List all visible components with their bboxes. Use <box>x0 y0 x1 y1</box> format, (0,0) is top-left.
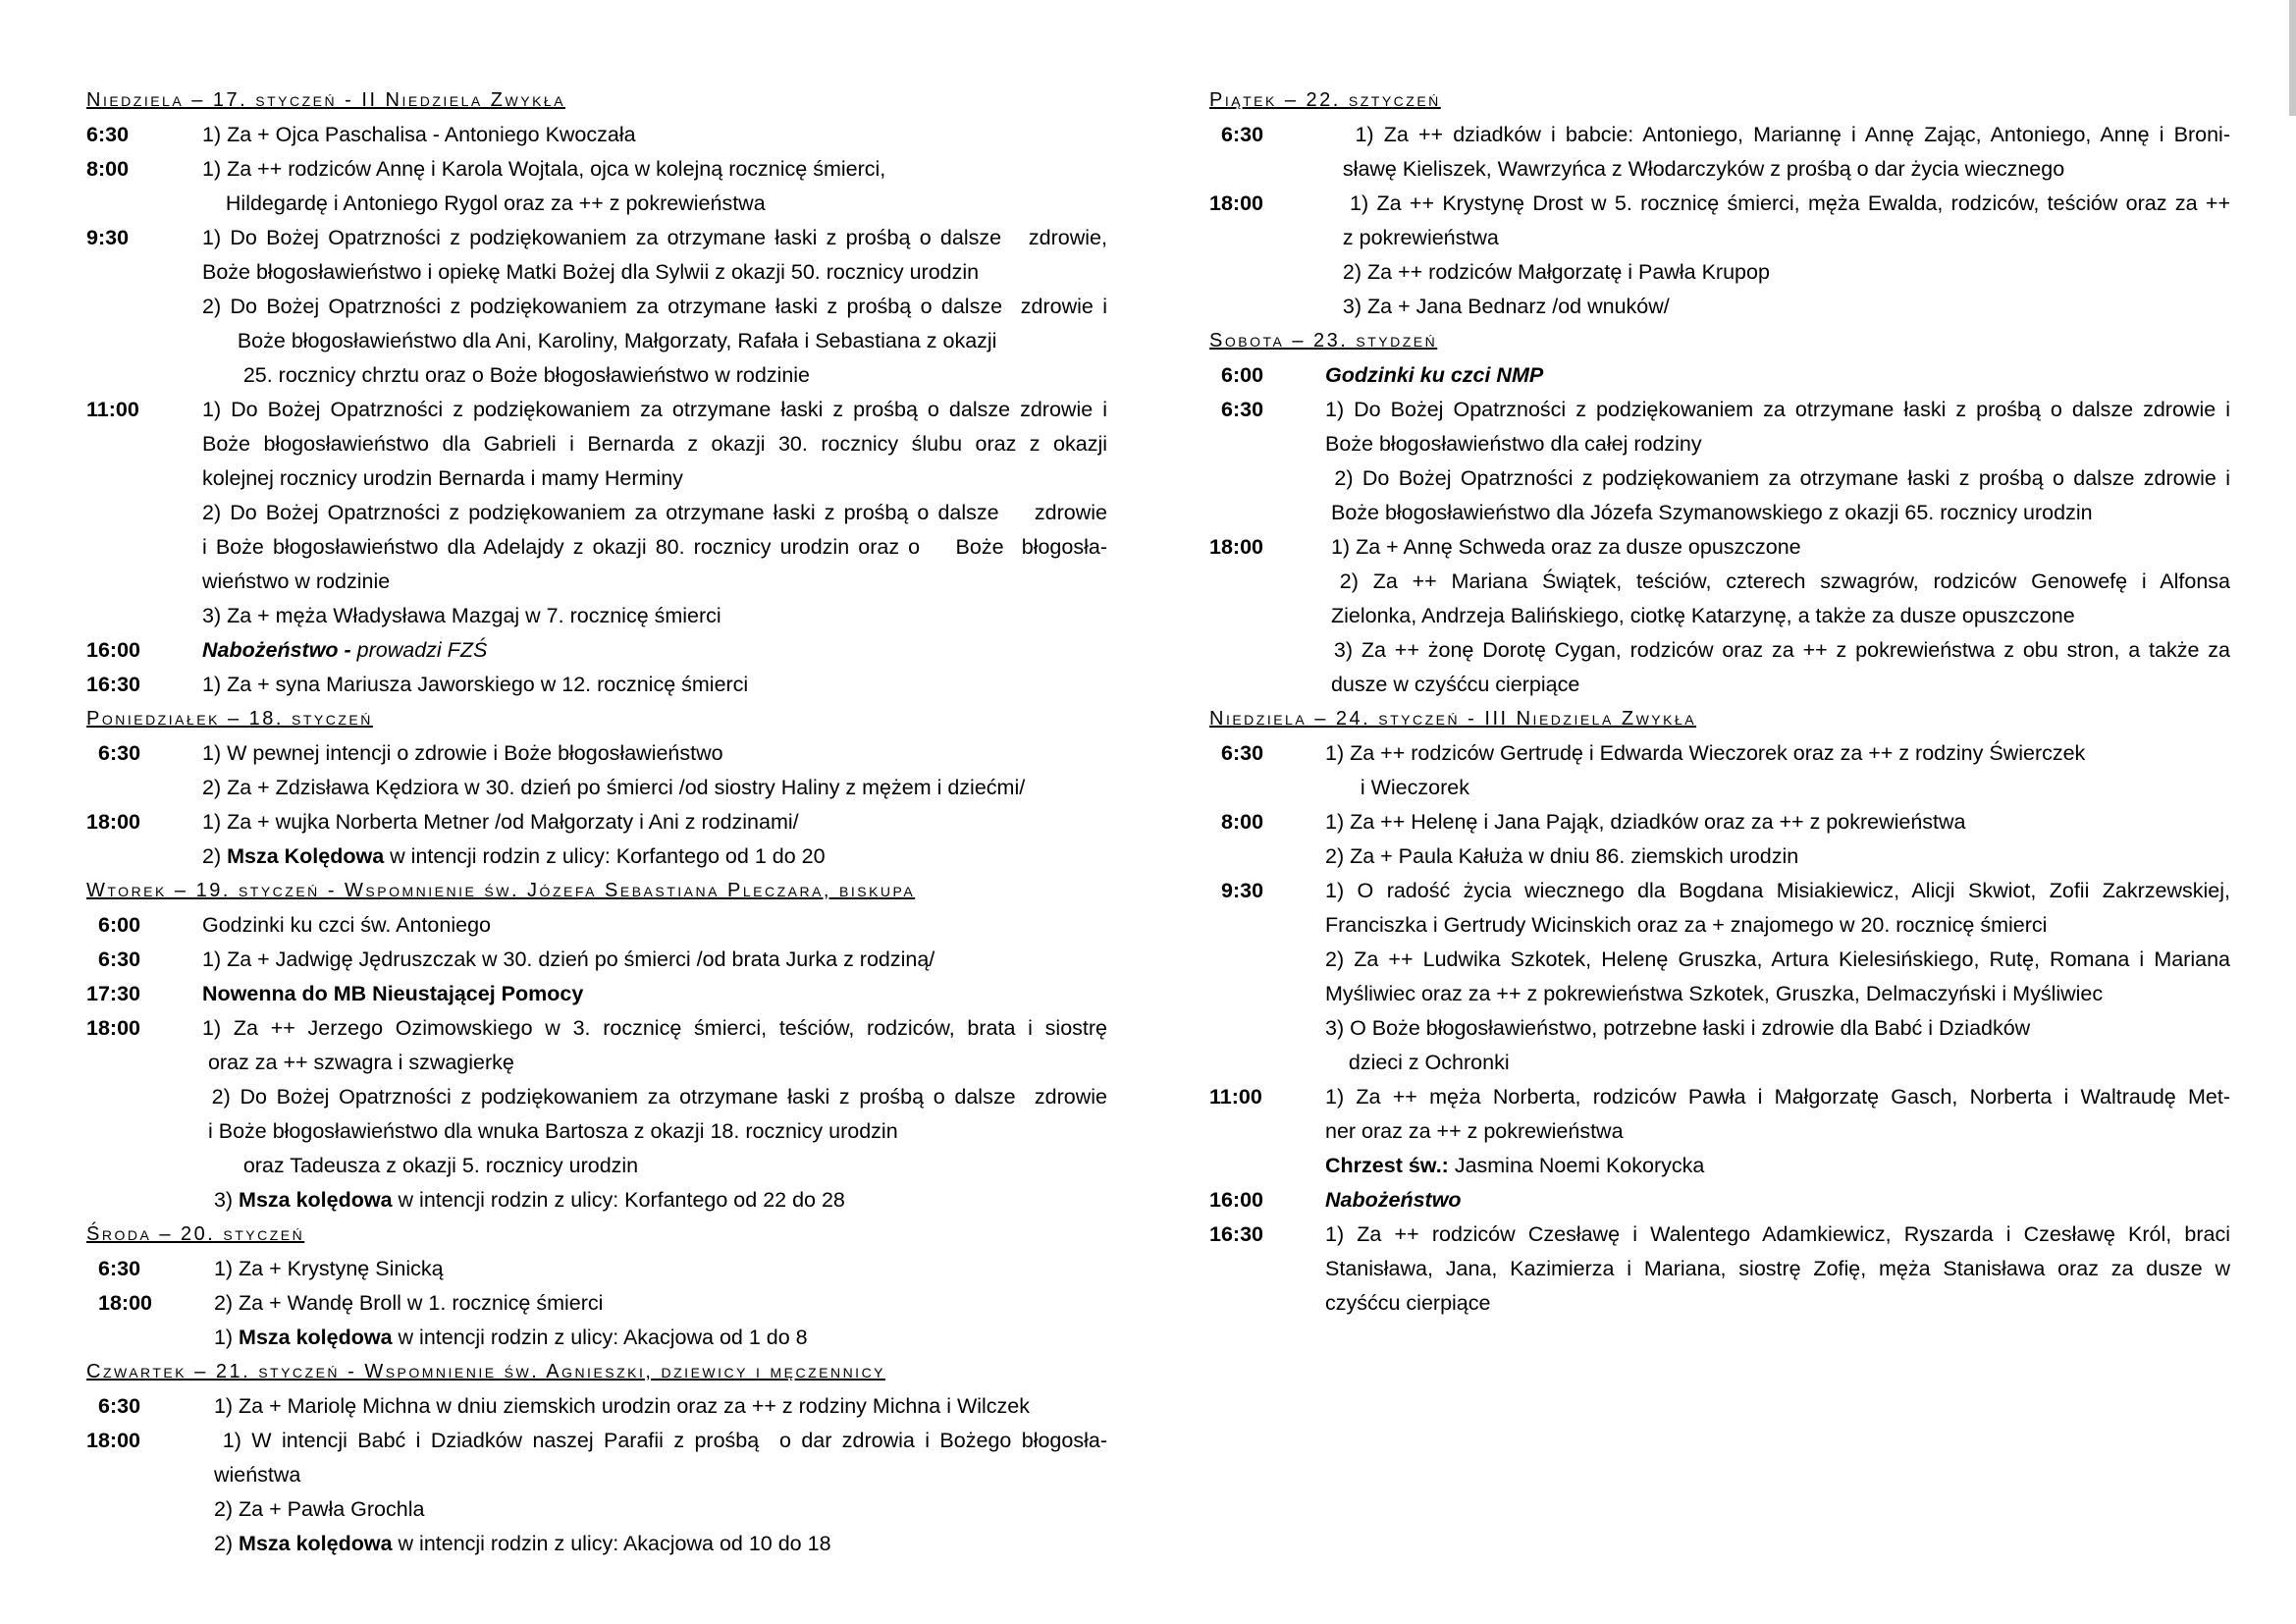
intention-line: 1) Za + Jadwigę Jędruszczak w 30. dzień po śmierci /od brata Jurka z rodziną/ <box>202 947 935 971</box>
intention-bold: Nabożeństwo <box>1325 1188 1462 1212</box>
intentions <box>1325 805 2230 874</box>
intention-line: 2) Do Bożej Opatrzności z podziękowaniem za otrzymane łaski z prośbą o dalsze zdrowie <box>202 1085 1107 1109</box>
mass-time: 17:30 <box>86 982 140 1005</box>
intention-line: 1) Za ++ rodziców Czesławę i Walentego Adamkiewicz, Ryszarda i Czesławę Król, braci <box>1325 1222 2230 1246</box>
intentions <box>202 736 1107 805</box>
intention-line: Boże błogosławieństwo dla Józefa Szymanowskiego z okazji 65. rocznicy urodzin <box>1325 501 2093 524</box>
intention-line: Stanisława, Jana, Kazimierza i Mariana, siostrę Zofię, męża Stanisława oraz za dusze w <box>1325 1257 2230 1280</box>
intention-line: 25. rocznicy chrztu oraz o Boże błogosławieństwo w rodzinie <box>202 363 811 387</box>
intention-line <box>202 633 1107 668</box>
intention-line <box>202 977 1107 1011</box>
intention-bold: Godzinki ku czci NMP <box>1325 363 1544 387</box>
intention-line: 3) O Boże błogosławieństwo, potrzebne łaski i zdrowie dla Babć i Dziadków <box>1325 1016 2031 1040</box>
intention-prefix: 2) <box>202 1532 240 1555</box>
mass-entry <box>86 1389 1107 1424</box>
mass-time: 8:00 <box>86 157 130 181</box>
intention-suffix: w intencji rodzin z ulicy: Korfantego od 22 do 28 <box>392 1188 845 1212</box>
intention-line <box>1325 1183 2230 1218</box>
intentions <box>202 1424 1107 1561</box>
mass-time: 6:30 <box>98 741 141 765</box>
mass-entry <box>1209 1183 2230 1218</box>
intention-line: 1) Do Bożej Opatrzności z podziękowaniem za otrzymane łaski z prośbą o dalsze zdrowie i <box>1325 398 2230 421</box>
intention-line: 1) Za + syna Mariusza Jaworskiego w 12. rocznicę śmierci <box>202 673 749 696</box>
intention-prefix: 3) <box>202 1188 240 1212</box>
intention-line: z pokrewieństwa <box>1325 226 1499 249</box>
intention-line: 1) Za ++ dziadków i babcie: Antoniego, Mariannę i Annę Zając, Antoniego, Annę i Broni- <box>1325 123 2230 146</box>
mass-entry <box>86 152 1107 221</box>
intention-line: wieństwa <box>202 1463 301 1487</box>
mass-time: 6:00 <box>1221 363 1264 387</box>
intention-line: 2) Do Bożej Opatrzności z podziękowaniem za otrzymane łaski z prośbą o dalsze zdrowie i <box>1325 466 2230 490</box>
mass-entry <box>1209 874 2230 1080</box>
mass-entry <box>86 736 1107 805</box>
intention-line: 1) Za ++ męża Norberta, rodziców Pawła i Małgorzatę Gasch, Norberta i Waltraudę Met- <box>1325 1085 2230 1109</box>
intention-line: i Wieczorek <box>1325 776 1469 799</box>
mass-time: 16:30 <box>1209 1222 1263 1246</box>
intentions <box>1325 1080 2230 1183</box>
intention-line <box>1325 358 2230 393</box>
intentions <box>202 1286 1107 1355</box>
intention-line <box>202 1321 1107 1355</box>
left-column <box>86 83 1107 1561</box>
mass-time: 18:00 <box>1209 191 1263 215</box>
intentions <box>202 977 1107 1011</box>
day-heading: Czwartek – 21. styczeń - Wspomnienie św. Agnieszki, dziewicy i męczennicy <box>86 1361 886 1382</box>
mass-time: 9:30 <box>86 226 130 249</box>
intentions <box>1325 118 2230 187</box>
intentions <box>202 908 1107 943</box>
intention-bold: Nowenna do MB Nieustającej Pomocy <box>202 982 584 1005</box>
mass-entry <box>86 393 1107 633</box>
mass-time: 16:00 <box>1209 1188 1263 1212</box>
intentions <box>1325 358 2230 393</box>
intentions <box>1325 187 2230 324</box>
day-heading: Piątek – 22. sztyczeń <box>1209 89 1441 111</box>
intention-line: 1) Za + wujka Norberta Metner /od Małgorzaty i Ani z rodzinami/ <box>202 810 799 834</box>
intention-line: i Boże błogosławieństwo dla Adelajdy z okazji 80. rocznicy urodzin oraz o Boże błogosła- <box>202 535 1107 559</box>
intention-line: ner oraz za ++ z pokrewieństwa <box>1325 1119 1624 1143</box>
mass-time: 6:30 <box>1221 398 1264 421</box>
mass-time: 11:00 <box>86 398 139 421</box>
mass-time: 18:00 <box>86 810 140 834</box>
intentions <box>202 152 1107 221</box>
mass-entry <box>1209 187 2230 324</box>
mass-time: 11:00 <box>1209 1085 1262 1109</box>
intention-line: sławę Kieliszek, Wawrzyńca z Włodarczyków z prośbą o dar życia wiecznego <box>1325 157 2065 181</box>
mass-entry <box>86 1011 1107 1218</box>
mass-time: 6:00 <box>98 913 141 937</box>
intentions <box>202 118 1107 152</box>
day-heading: Środa – 20. styczeń <box>86 1223 305 1245</box>
intention-line: 2) Do Bożej Opatrzności z podziękowaniem za otrzymane łaski z prośbą o dalsze zdrowie <box>202 501 1107 524</box>
day-heading: Poniedziałek – 18. styczeń <box>86 708 373 730</box>
mass-entry <box>1209 1080 2230 1183</box>
intention-line <box>1325 1149 2230 1183</box>
intentions <box>202 805 1107 874</box>
mass-time: 6:30 <box>1221 741 1264 765</box>
intention-line: 1) Za + Annę Schweda oraz za dusze opuszczone <box>1325 535 1801 559</box>
intention-line: 1) Za ++ Helenę i Jana Pająk, dziadków oraz za ++ z pokrewieństwa <box>1325 810 1966 834</box>
intention-bold: Msza Kolędowa <box>227 844 385 868</box>
mass-time: 18:00 <box>86 1429 140 1452</box>
intention-suffix: w intencji rodzin z ulicy: Akacjowa od 10 do 18 <box>392 1532 831 1555</box>
intention-bold: Msza kolędowa <box>239 1532 393 1555</box>
intention-line: 2) Za + Pawła Grochla <box>202 1497 425 1521</box>
mass-time: 6:30 <box>98 1257 141 1280</box>
intention-line <box>202 1183 1107 1218</box>
intention-line: dusze w czyśćcu cierpiące <box>1325 673 1580 696</box>
intention-suffix: w intencji rodzin z ulicy: Akacjowa od 1 do 8 <box>392 1326 808 1349</box>
mass-time: 6:30 <box>86 123 130 146</box>
intention-bold: Msza kolędowa <box>239 1188 393 1212</box>
mass-entry <box>1209 736 2230 805</box>
intention-line: Myśliwiec oraz za ++ z pokrewieństwa Szkotek, Gruszka, Delmaczyński i Myśliwiec <box>1325 982 2104 1005</box>
mass-entry <box>86 805 1107 874</box>
scrollbar-thumb[interactable] <box>2289 0 2296 116</box>
mass-entry <box>1209 530 2230 702</box>
mass-entry <box>1209 805 2230 874</box>
mass-time: 16:30 <box>86 673 140 696</box>
mass-entry <box>86 1286 1107 1355</box>
intentions <box>202 668 1107 702</box>
intention-line: 3) Za + męża Władysława Mazgaj w 7. rocznicę śmierci <box>202 604 721 627</box>
mass-entry <box>1209 393 2230 530</box>
intentions <box>202 1011 1107 1218</box>
intention-line: wieństwo w rodzinie <box>202 569 391 593</box>
mass-entry <box>86 1424 1107 1561</box>
mass-entry <box>86 633 1107 668</box>
day-heading: Sobota – 23. stydzeń <box>1209 330 1438 352</box>
mass-entry <box>86 118 1107 152</box>
mass-entry <box>86 221 1107 393</box>
mass-entry <box>86 977 1107 1011</box>
intentions <box>1325 393 2230 530</box>
intention-line <box>202 839 1107 874</box>
intention-bold: Chrzest św.: <box>1325 1154 1449 1177</box>
intention-line: kolejnej rocznicy urodzin Bernarda i mamy Herminy <box>202 466 683 490</box>
intention-line: 2) Za + Zdzisława Kędziora w 30. dzień po śmierci /od siostry Haliny z mężem i dziećmi/ <box>202 776 1026 799</box>
intention-line: 3) Za + Jana Bednarz /od wnuków/ <box>1325 295 1670 318</box>
mass-time: 18:00 <box>86 1016 140 1040</box>
intention-line: Franciszka i Gertrudy Wicinskich oraz za + znajomego w 20. rocznicę śmierci <box>1325 913 2048 937</box>
intention-bold: Msza kolędowa <box>239 1326 393 1349</box>
intention-line: 1) O radość życia wiecznego dla Bogdana Misiakiewicz, Alicji Skwiot, Zofii Zakrzewskiej, <box>1325 879 2230 902</box>
intention-line: Boże błogosławieństwo dla Gabrieli i Bernarda z okazji 30. rocznicy ślubu oraz z okazji <box>202 432 1107 456</box>
mass-time: 18:00 <box>1209 535 1263 559</box>
mass-time: 6:30 <box>98 947 141 971</box>
mass-entry <box>1209 1218 2230 1321</box>
mass-entry <box>86 908 1107 943</box>
intention-prefix: 2) <box>202 844 228 868</box>
intentions <box>1325 736 2230 805</box>
intention-line: 1) Za + Mariolę Michna w dniu ziemskich urodzin oraz za ++ z rodziny Michna i Wilczek <box>202 1394 1030 1418</box>
intentions <box>202 393 1107 633</box>
intention-line: 2) Za + Paula Kałuża w dniu 86. ziemskich urodzin <box>1325 844 1799 868</box>
intention-line: Zielonka, Andrzeja Balińskiego, ciotkę Katarzynę, a także za dusze opuszczone <box>1325 604 2075 627</box>
mass-time: 8:00 <box>1221 810 1264 834</box>
intention-line: 1) Za + Krystynę Sinicką <box>202 1257 444 1280</box>
intentions <box>202 1389 1107 1424</box>
intentions <box>1325 1218 2230 1321</box>
mass-time: 16:00 <box>86 638 140 662</box>
intention-line: 3) Za ++ żonę Dorotę Cygan, rodziców oraz za ++ z pokrewieństwa z obu stron, a także za <box>1325 638 2230 662</box>
intention-line: 1) Za ++ rodziców Annę i Karola Wojtala, ojca w kolejną rocznicę śmierci, <box>202 157 886 181</box>
intention-line: 1) Za ++ Jerzego Ozimowskiego w 3. rocznicę śmierci, teściów, rodziców, brata i siostrę <box>202 1016 1107 1040</box>
right-column <box>1209 83 2230 1321</box>
intention-line: 2) Za + Wandę Broll w 1. rocznicę śmierci <box>202 1291 604 1315</box>
intention-line: Hildegardę i Antoniego Rygol oraz za ++ z pokrewieństwa <box>202 191 766 215</box>
intention-line: 1) W intencji Babć i Dziadków naszej Parafii z prośbą o dar zdrowia i Bożego błogosła- <box>202 1429 1107 1452</box>
intention-line: 1) Za ++ rodziców Gertrudę i Edwarda Wieczorek oraz za ++ z rodziny Świerczek <box>1325 741 2086 765</box>
intentions <box>1325 1183 2230 1218</box>
mass-entry <box>86 943 1107 977</box>
intention-suffix: w intencji rodzin z ulicy: Korfantego od 1 do 20 <box>384 844 826 868</box>
intention-line: 1) Za + Ojca Paschalisa - Antoniego Kwoczała <box>202 123 636 146</box>
intention-line: 1) Za ++ Krystynę Drost w 5. rocznicę śmierci, męża Ewalda, rodziców, teściów oraz za ++ <box>1325 191 2230 215</box>
mass-entry <box>86 668 1107 702</box>
intention-line: 1) W pewnej intencji o zdrowie i Boże błogosławieństwo <box>202 741 723 765</box>
intention-line: 2) Za ++ Ludwika Szkotek, Helenę Gruszka, Artura Kielesińskiego, Rutę, Romana i Mariana <box>1325 947 2230 971</box>
intention-line: dzieci z Ochronki <box>1325 1051 1510 1074</box>
intentions <box>202 633 1107 668</box>
intention-line: oraz za ++ szwagra i szwagierkę <box>202 1051 514 1074</box>
intention-line: oraz Tadeusza z okazji 5. rocznicy urodzin <box>202 1154 639 1177</box>
intentions <box>202 943 1107 977</box>
intention-line: i Boże błogosławieństwo dla wnuka Bartosza z okazji 18. rocznicy urodzin <box>202 1119 898 1143</box>
intention-line: Boże błogosławieństwo dla całej rodziny <box>1325 432 1702 456</box>
intention-line: Boże błogosławieństwo dla Ani, Karoliny, Małgorzaty, Rafała i Sebastiana z okazji <box>202 329 997 352</box>
mass-time: 6:30 <box>1221 123 1264 146</box>
mass-entry <box>1209 358 2230 393</box>
day-heading: Wtorek – 19. styczeń - Wspomnienie św. Józefa Sebastiana Pleczara, biskupa <box>86 880 916 901</box>
intention-line: 1) Do Bożej Opatrzności z podziękowaniem za otrzymane łaski z prośbą o dalsze zdrowie, <box>202 226 1107 249</box>
intention-line: 2) Za ++ Mariana Świątek, teściów, czterech szwagrów, rodziców Genowefę i Alfonsa <box>1325 569 2230 593</box>
intentions <box>1325 530 2230 702</box>
intention-line: 2) Do Bożej Opatrzności z podziękowaniem za otrzymane łaski z prośbą o dalsze zdrowie i <box>202 295 1107 318</box>
intention-italic: prowadzi FZŚ <box>356 638 488 662</box>
intention-prefix: 1) <box>202 1326 240 1349</box>
mass-time: 6:30 <box>98 1394 141 1418</box>
intention-bold: Nabożeństwo - <box>202 638 357 662</box>
intentions <box>202 1252 1107 1286</box>
intention-suffix: Jasmina Noemi Kokorycka <box>1448 1154 1705 1177</box>
intention-line <box>202 1527 1107 1561</box>
intention-line: czyśćcu cierpiące <box>1325 1291 1491 1315</box>
day-heading: Niedziela – 24. styczeń - III Niedziela Zwykła <box>1209 708 1697 730</box>
mass-entry <box>1209 118 2230 187</box>
mass-time: 9:30 <box>1221 879 1264 902</box>
mass-time: 18:00 <box>98 1291 152 1315</box>
day-heading: Niedziela – 17. styczeń - II Niedziela Zwykła <box>86 89 566 111</box>
intention-line: Godzinki ku czci św. Antoniego <box>202 913 491 937</box>
intention-line: 2) Za ++ rodziców Małgorzatę i Pawła Krupop <box>1325 260 1770 284</box>
intention-line: 1) Do Bożej Opatrzności z podziękowaniem za otrzymane łaski z prośbą o dalsze zdrowie i <box>202 398 1107 421</box>
intention-line: Boże błogosławieństwo i opiekę Matki Bożej dla Sylwii z okazji 50. rocznicy urodzin <box>202 260 980 284</box>
mass-entry <box>86 1252 1107 1286</box>
intentions <box>1325 874 2230 1080</box>
intentions <box>202 221 1107 393</box>
